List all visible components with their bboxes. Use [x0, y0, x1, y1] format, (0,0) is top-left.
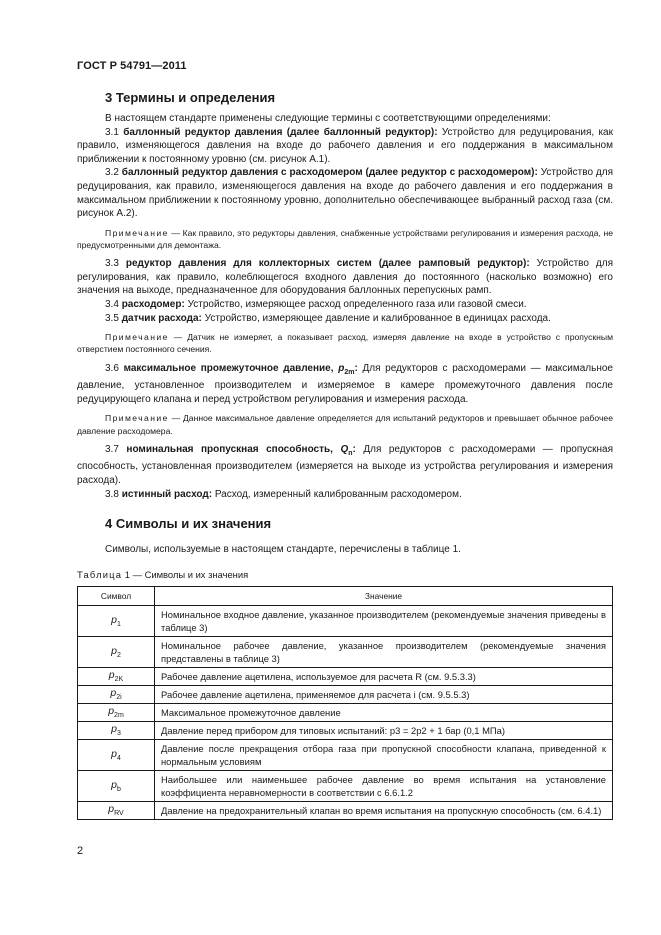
- table-header-row: [78, 586, 613, 605]
- table-row: [78, 739, 613, 770]
- note-3: Примечание — Данное максимальное давление определяется для испытаний редукторов и превышает обычное рабочее давление расходомера.: [77, 413, 613, 436]
- symbol-cell: $p_3$: [78, 721, 155, 739]
- note-2: Примечание — Датчик не измеряет, а показывает расход, измеряя давление на входе в устройство с пропускным отверстием постоянного сечения.: [77, 332, 613, 355]
- meaning-cell: Давление после прекращения отбора газа при пропускной способности клапана, приведенной к нормальным условиям: [155, 739, 613, 770]
- table-row: [78, 801, 613, 819]
- term-3-8: 3.8 истинный расход: Расход, измеренный калиброванным расходомером.: [105, 488, 462, 500]
- symbol-cell: $p_4$: [78, 739, 155, 770]
- term-3-5: 3.5 датчик расхода: Устройство, измеряющее давление и калиброванное в единицах расхода.: [105, 312, 551, 324]
- table-row: [78, 721, 613, 739]
- standard-header: ГОСТ Р 54791—2011: [77, 60, 187, 72]
- table-row: [78, 636, 613, 667]
- page-content: [77, 90, 613, 820]
- meaning-cell: Давление на предохранительный клапан во время испытания на пропускную способность (см. 6.4.1): [155, 801, 613, 819]
- term-3-2: 3.2 баллонный редуктор давления с расходомером (далее редуктор с расходомером): Устройство для редуцирования, как правило, изменяющегося давления на входе до рабочего давления и его поддержания в максимальном приближении к постоянному уровню, дополнительно обеспечивающее выбранный расход газа (см. рисунок А.2).: [77, 167, 613, 220]
- table-row: [78, 667, 613, 685]
- term-3-4: 3.4 расходомер: Устройство, измеряющее расход определенного газа или газовой смеси.: [105, 298, 527, 310]
- column-header-symbol: Символ: [78, 586, 155, 605]
- term-3-1: 3.1 баллонный редуктор давления (далее баллонный редуктор): Устройство для редуцирования, как правило, изменяющегося давления на входе до рабочего давления и его поддержания в максимальном приближении к постоянному уровню (см. рисунок А.1).: [77, 126, 613, 165]
- symbol-cell: $p_{2i}$: [78, 685, 155, 703]
- meaning-cell: Номинальное входное давление, указанное производителем (рекомендуемые значения приведены в таблице 3): [155, 605, 613, 636]
- symbol-cell: $p_b$: [78, 770, 155, 801]
- symbol-cell: $p_{2m}$: [78, 703, 155, 721]
- section-4-title: 4 Символы и их значения: [105, 516, 272, 532]
- term-3-3: 3.3 редуктор давления для коллекторных систем (далее рамповый редуктор): Устройство для регулирования, как правило, колеблющегося входного давления до постоянного (насколько возможно) его значения на выходе, предназначенное для оборудования баллонных перепускных рамп.: [77, 258, 614, 297]
- symbol-cell: $p_2$: [78, 636, 155, 667]
- note-1: Примечание — Как правило, это редукторы давления, снабженные устройствами регулирования и измерения расхода, не предусмотренными для демонтажа.: [77, 227, 613, 250]
- section-4-intro: Символы, используемые в настоящем стандарте, перечислены в таблице 1.: [105, 544, 461, 556]
- table-row: [78, 605, 613, 636]
- table-1-caption: Таблица 1 — Символы и их значения: [77, 568, 249, 580]
- section-3-intro: В настоящем стандарте применены следующие термины с соответствующими определениями:: [105, 113, 551, 124]
- table-row: [78, 685, 613, 703]
- meaning-cell: Рабочее давление ацетилена, применяемое для расчета i (см. 9.5.5.3): [155, 685, 613, 703]
- symbol-cell: $p_{2K}$: [78, 667, 155, 685]
- symbol-cell: $p_1$: [78, 605, 155, 636]
- table-body: [78, 605, 613, 819]
- symbols-table: [77, 586, 613, 820]
- meaning-cell: Номинальное рабочее давление, указанное производителем (рекомендуемые значения представлены в таблице 3): [155, 636, 613, 667]
- meaning-cell: Рабочее давление ацетилена, используемое для расчета R (см. 9.5.3.3): [155, 667, 613, 685]
- meaning-cell: Давление перед прибором для типовых испытаний: p3 = 2p2 + 1 бар (0,1 МПа): [155, 721, 613, 739]
- table-row: [78, 770, 613, 801]
- column-header-meaning: Значение: [155, 586, 613, 605]
- meaning-cell: Максимальное промежуточное давление: [155, 703, 613, 721]
- term-3-7: 3.7 номинальная пропускная способность, $Q_n$: Для редукторов с расходомерами — пропускная способность, установленная производителем (измеряется на выходе из устройства регулирования и измерения расхода).: [77, 443, 614, 486]
- symbol-cell: $p_{RV}$: [78, 801, 155, 819]
- term-3-6: 3.6 максимальное промежуточное давление, $p_{2m}$: Для редукторов с расходомерами — максимальное давление, установленное производителем и измеряемое в камере промежуточного давления после редуцирующего клапана и перед устройством регулирования и измерения расхода.: [77, 362, 613, 405]
- section-3-title: 3 Термины и определения: [105, 90, 276, 105]
- meaning-cell: Наибольшее или наименьшее рабочее давление во время испытания на установление коэффициента неравномерности в соответствии с 6.6.1.2: [155, 770, 613, 801]
- page-number: 2: [77, 845, 84, 857]
- table-row: [78, 703, 613, 721]
